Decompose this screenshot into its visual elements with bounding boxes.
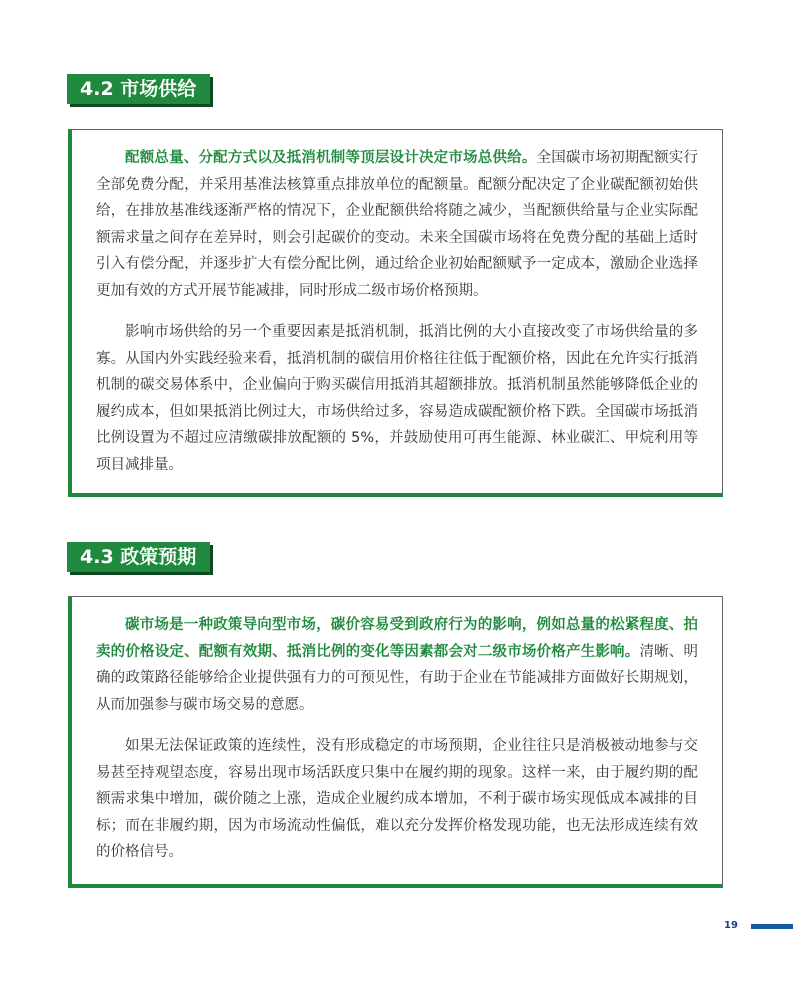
body-text: 清晰、明确的政策路径能够给企业提供强有力的可预见性，有助于企业在节能减排方面做好长期规划，从而加强参与碳市场交易的意愿。 <box>96 643 698 713</box>
body-text: 全国碳市场初期配额实行全部免费分配，并采用基准法核算重点排放单位的配额量。配额分配决定了企业碳配额初始供给，在排放基准线逐渐严格的情况下，企业配额供给将随之减少，当配额供给量与企业实际配额需求量之间存在差异时，则会引起碳价的变动。未来全国碳市场将在免费分配的基础上适时引入有偿分配，并逐步扩大有偿分配比例，通过给企业初始配额赋予一定成本，激励企业选择更加有效的方式开展节能减排，同时形成二级市场价格预期。 <box>96 150 699 299</box>
section-header-4-2: 4.2 市场供给 <box>67 74 210 104</box>
section-box-4-2 <box>68 129 723 497</box>
page-number: 19 <box>724 920 738 931</box>
paragraph <box>96 319 698 478</box>
body-text: 影响市场供给的另一个重要因素是抵消机制，抵消比例的大小直接改变了市场供给量的多寡。从国内外实践经验来看，抵消机制的碳信用价格往往低于配额价格，因此在允许实行抵消机制的碳交易体系中，企业偏向于购买碳信用抵消其超额排放。抵消机制虽然能够降低企业的履约成本，但如果抵消比例过大，市场供给过多，容易造成碳配额价格下跌。全国碳市场抵消比例设置为不超过应清缴碳排放配额的 5%，并鼓励使用可再生能源、林业碳汇、甲烷利用等项目减排量。 <box>96 324 698 473</box>
section-header-4-3: 4.3 政策预期 <box>67 542 210 572</box>
section-box-4-3 <box>68 596 723 888</box>
page-marker-bar <box>751 924 793 929</box>
body-text: 如果无法保证政策的连续性，没有形成稳定的市场预期，企业往往只是消极被动地参与交易甚至持观望态度，容易出现市场活跃度只集中在履约期的现象。这样一来，由于履约期的配额需求集中增加，碳价随之上涨，造成企业履约成本增加，不利于碳市场实现低成本减排的目标；而在非履约期，因为市场流动性偏低，难以充分发挥价格发现功能，也无法形成连续有效的价格信号。 <box>96 738 698 860</box>
highlight-text: 碳市场是一种政策导向型市场，碳价容易受到政府行为的影响，例如总量的松紧程度、拍卖的价格设定、配额有效期、抵消比例的变化等因素都会对二级市场价格产生影响。 <box>96 617 698 660</box>
paragraph <box>96 733 698 866</box>
paragraph <box>96 612 698 718</box>
highlight-text: 配额总量、分配方式以及抵消机制等顶层设计决定市场总供给。 <box>125 150 537 166</box>
paragraph <box>96 145 698 304</box>
